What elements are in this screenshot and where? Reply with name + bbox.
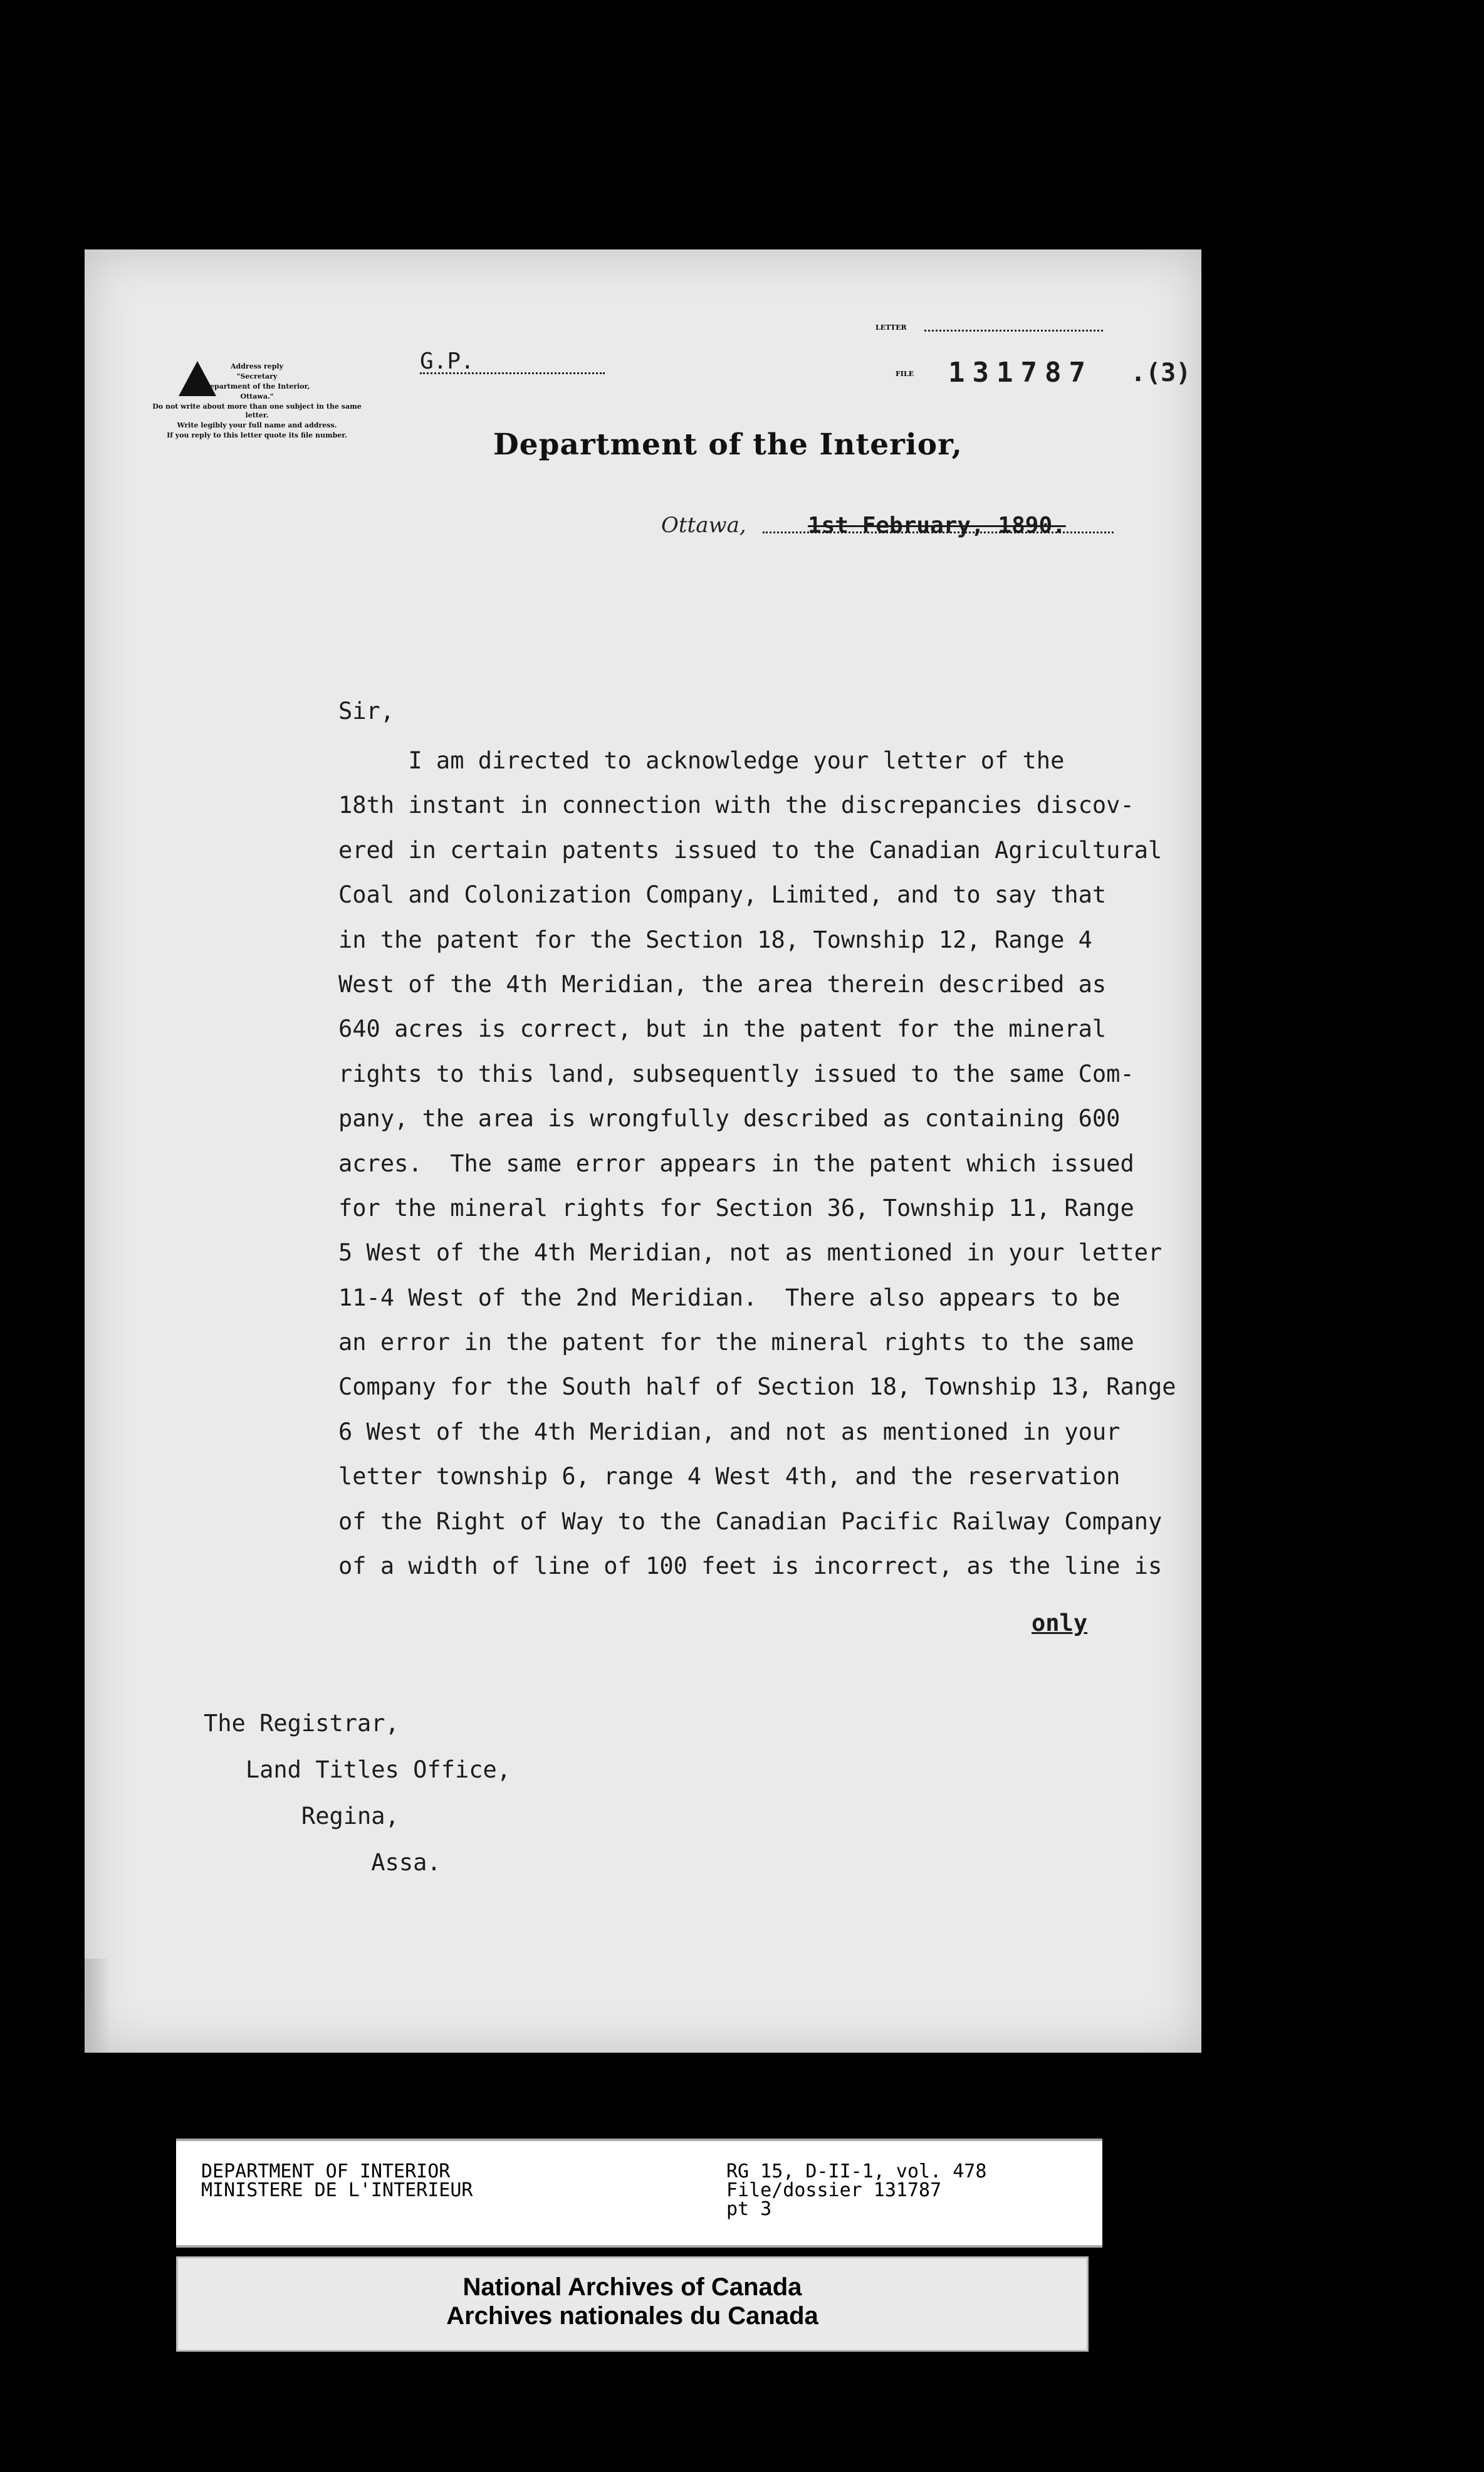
letter-label: LETTER [875,323,907,332]
body-line: Company for the South half of Section 18, Township 13, Range [338,1373,1176,1401]
letter-rule [924,330,1103,332]
reference-rule [420,372,605,374]
addressee-block [204,1700,511,1886]
body-line: rights to this land, subsequently issued to the same Com- [338,1060,1134,1087]
addressee-line: Assa. [204,1849,441,1876]
record-group-ref: RG 15, D-II-1, vol. 478 [726,2160,987,2182]
body-line: ered in certain patents issued to the Canadian Agricultural [338,836,1163,864]
body-line: 6 West of the 4th Meridian, and not as mentioned in your [338,1418,1121,1445]
file-part: .(3) [1131,359,1191,387]
instruction-line: Department of the Interior, [204,382,310,390]
body-line: of a width of line of 100 feet is incorrect, as the line is [338,1553,1163,1580]
instruction-line: Do not write about more than one subject in the same letter. [152,402,362,419]
file-dossier-ref: File/dossier 131787 [726,2179,942,2201]
body-line: letter township 6, range 4 West 4th, and the reservation [338,1463,1121,1490]
archive-reference-label [176,2139,1102,2248]
addressee-line: Land Titles Office, [204,1756,511,1783]
instruction-line: Address reply [231,362,283,370]
catchword: only [1032,1610,1088,1637]
salutation: Sir, [338,698,395,725]
archive-name-english: National Archives of Canada [462,2273,802,2301]
department-heading: Department of the Interior, [493,427,963,462]
file-label: FILE [896,370,914,378]
body-line: 640 acres is correct, but in the patent for the mineral [338,1015,1107,1043]
file-number: 131787 [948,357,1093,389]
body-line: in the patent for the Section 18, Township 12, Range 4 [338,926,1092,953]
body-line: an error in the patent for the mineral rights to the same [338,1329,1134,1356]
body-line: for the mineral rights for Section 36, Township 11, Range [338,1194,1134,1222]
body-line: Coal and Colonization Company, Limited, and to say that [338,881,1107,909]
instruction-line: "Secretary [236,372,278,380]
body-line: of the Right of Way to the Canadian Pacific Railway Company [338,1507,1163,1535]
body-line: pany, the area is wrongfully described as containing 600 [338,1105,1121,1133]
archive-credit-label [176,2256,1089,2352]
department-english: DEPARTMENT OF INTERIOR [201,2160,451,2182]
letter-body [338,738,1176,1588]
part-ref: pt 3 [726,2198,772,2220]
reply-instructions [144,362,370,441]
body-line: acres. The same error appears in the patent which issued [338,1150,1134,1177]
letter-page [85,249,1201,2053]
reference-initials: G.P. [420,348,474,374]
instruction-line: If you reply to this letter quote its file number. [167,431,347,439]
addressee-line: Regina, [204,1803,399,1830]
body-line: I am directed to acknowledge your letter of the [338,747,1065,774]
letter-date: 1st February, 1890. [808,513,1066,538]
archive-name-french: Archives nationales du Canada [446,2302,818,2330]
place-label: Ottawa, [661,513,746,538]
department-french: MINISTERE DE L'INTERIEUR [201,2179,473,2201]
addressee-line: The Registrar, [204,1710,399,1737]
instruction-line: Write legibly your full name and address. [177,421,337,429]
instruction-line: Ottawa." [240,392,274,401]
body-line: 5 West of the 4th Meridian, not as mentioned in your letter [338,1239,1163,1267]
body-line: West of the 4th Meridian, the area therein described as [338,970,1107,998]
body-line: 11-4 West of the 2nd Meridian. There also appears to be [338,1284,1121,1311]
body-line: 18th instant in connection with the discrepancies discov- [338,792,1134,819]
